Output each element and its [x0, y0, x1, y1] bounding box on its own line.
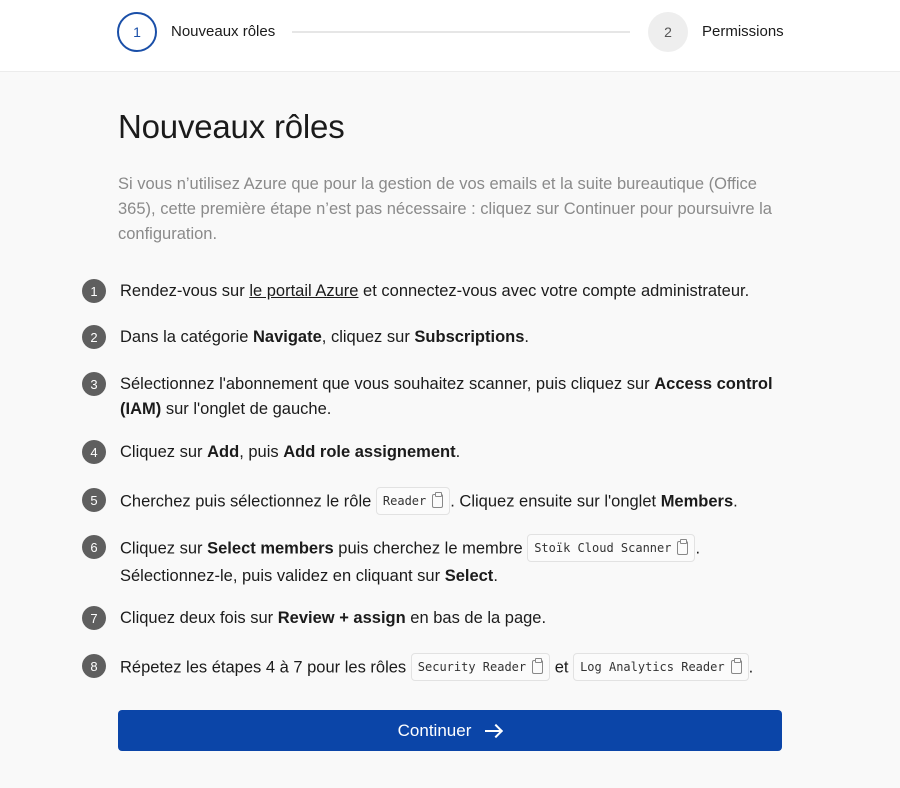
copy-code-log-analytics-reader[interactable] [573, 653, 749, 681]
step-text [120, 606, 780, 631]
stepper-header [0, 0, 900, 72]
page-title: Nouveaux rôles [118, 108, 345, 145]
code-text: Log Analytics Reader [580, 660, 725, 674]
continue-button-label: Continuer [397, 720, 472, 740]
text-segment: , cliquez sur [321, 328, 415, 346]
step-number-badge: 5 [82, 488, 106, 512]
bold-term: Members [660, 492, 734, 511]
copy-code-reader[interactable] [376, 487, 450, 515]
code-text: Reader [382, 494, 427, 508]
text-segment: Cliquez sur [120, 443, 208, 461]
clipboard-icon [532, 660, 543, 674]
copy-code-security-reader[interactable] [411, 653, 550, 681]
text-segment: Dans la catégorie [120, 328, 253, 346]
text-segment: et connectez-vous avec votre compte administrateur. [358, 282, 750, 300]
text-segment: . [733, 492, 738, 511]
bold-term: Access control (IAM) [120, 375, 773, 418]
bold-term: Subscriptions [414, 328, 525, 346]
text-segment: Cliquez deux fois sur [120, 609, 278, 627]
text-segment: en bas de la page. [405, 609, 547, 627]
code-text: Security Reader [417, 660, 527, 674]
step-text [120, 488, 780, 516]
step-number-badge: 6 [82, 535, 106, 559]
text-segment: . [748, 658, 754, 677]
intro-text: Si vous n’utilisez Azure que pour la gestion de vos emails et la suite bureautique (Office 365), cette première étape n’est pas nécessaire : cliquez sur Continuer pour poursuivre la configuration. [118, 175, 772, 243]
step-text [120, 440, 780, 465]
arrow-right-icon [485, 724, 502, 738]
step-text [120, 535, 780, 590]
clipboard-icon [731, 660, 742, 674]
text-segment: Répetez les étapes 4 à 7 pour les rôles [120, 658, 411, 677]
step-2-indicator: 2 [648, 12, 688, 52]
step-number-badge: 3 [82, 372, 106, 396]
bold-term: Navigate [253, 328, 322, 346]
text-segment: Sélectionnez l'abonnement que vous souhaitez scanner, puis cliquez sur [120, 375, 655, 393]
text-segment: Rendez-vous sur [120, 282, 250, 300]
bold-term: Select [444, 567, 494, 585]
step-number-badge: 1 [82, 279, 106, 303]
text-segment: . [455, 443, 461, 461]
text-segment: . Cliquez ensuite sur l'onglet [450, 492, 661, 511]
step-number-badge: 2 [82, 325, 106, 349]
stepper-connector [292, 31, 630, 33]
text-segment: , puis [239, 443, 284, 461]
step-text [120, 279, 780, 304]
continue-button[interactable] [118, 710, 782, 751]
bold-term: Add role assignement [283, 443, 456, 461]
text-segment: . [493, 567, 498, 585]
bold-term: Add [207, 443, 240, 461]
azure-portal-link[interactable]: le portail Azure [249, 282, 359, 300]
step-text [120, 372, 780, 422]
step-text [120, 654, 780, 682]
text-segment: et [550, 658, 574, 677]
text-segment: puis cherchez le membre [333, 539, 528, 558]
step-number-badge: 8 [82, 654, 106, 678]
copy-code-stoik-cloud-scanner[interactable] [527, 534, 695, 562]
code-text: Stoïk Cloud Scanner [534, 541, 672, 555]
bold-term: Select members [207, 539, 334, 558]
step-number-badge: 7 [82, 606, 106, 630]
step-1-label: Nouveaux rôles [171, 23, 276, 40]
bold-term: Review + assign [277, 609, 406, 627]
step-2-label: Permissions [702, 23, 784, 40]
clipboard-icon [677, 541, 688, 555]
text-segment: . [524, 328, 530, 346]
step-number-badge: 4 [82, 440, 106, 464]
text-segment: sur l'onglet de gauche. [161, 400, 332, 418]
step-text [120, 325, 780, 350]
clipboard-icon [432, 494, 443, 508]
step-1-indicator: 1 [117, 12, 157, 52]
text-segment: Cherchez puis sélectionnez le rôle [120, 492, 376, 511]
text-segment: . Sélectionnez-le, puis validez en cliquant sur [120, 539, 701, 585]
text-segment: Cliquez sur [120, 539, 208, 558]
